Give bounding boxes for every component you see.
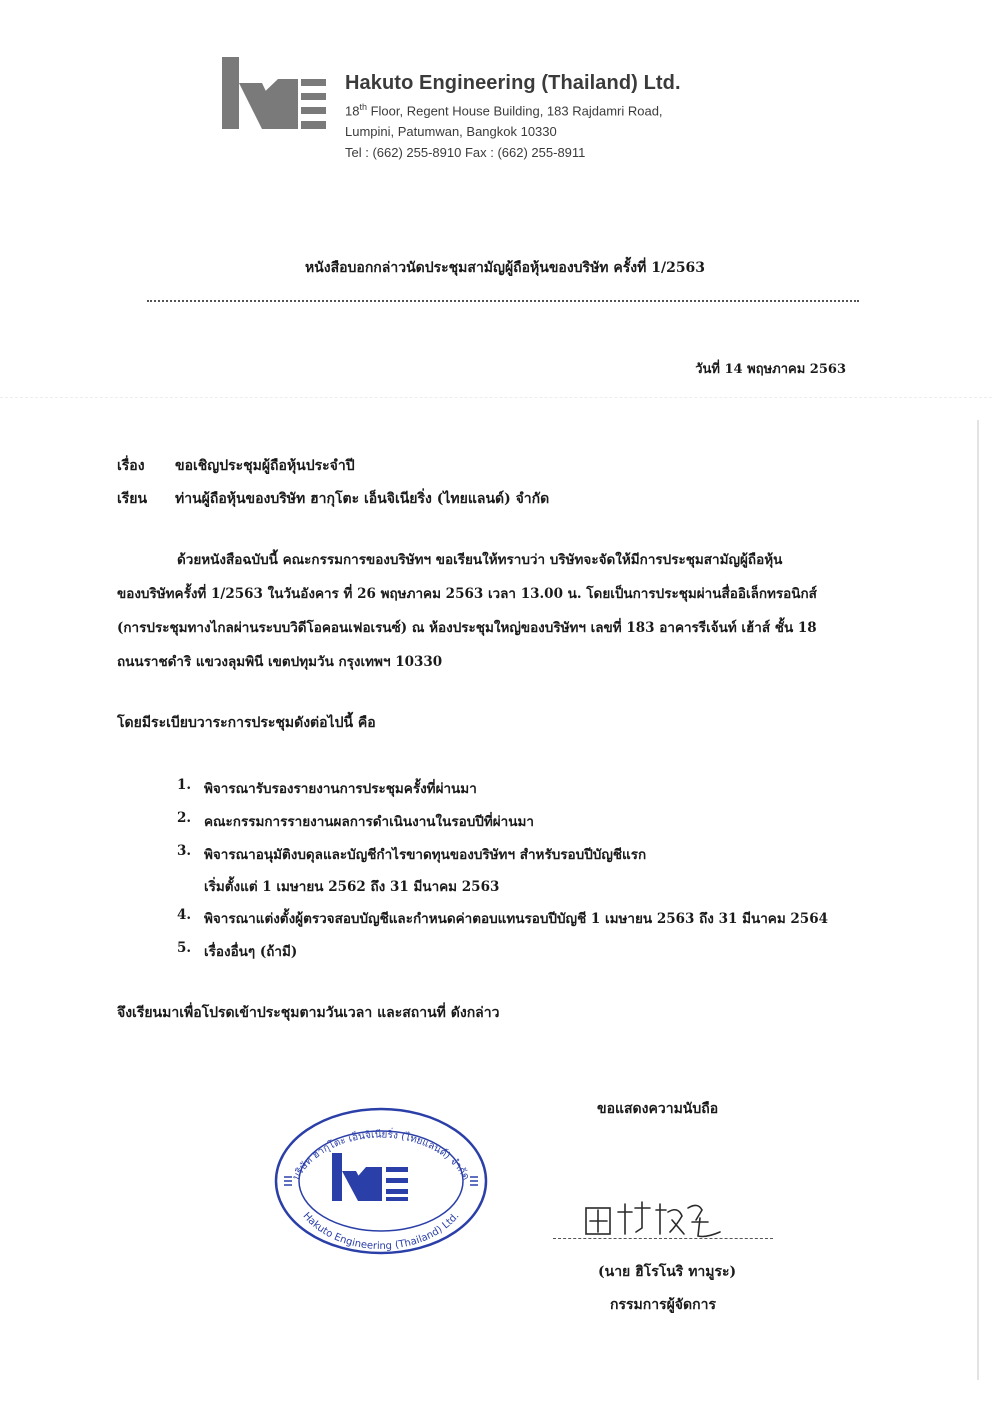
company-logo [222, 57, 326, 129]
body-line: (การประชุมทางไกลผ่านระบบวิดีโอคอนเฟอเรนซ์) ณ ห้องประชุมใหญ่ของบริษัทฯ เลขที่ 183 อาคารรีเจ้นท์ เฮ้าส์ ชั้น 18 [117, 620, 817, 636]
body-paragraph [117, 548, 889, 678]
svg-text:บริษัท ฮากุโตะ เอ็นจิเนียริ่ง: บริษัท ฮากุโตะ เอ็นจิเนียริ่ง (ไทยแลนด์) จำกัด [290, 1129, 472, 1183]
fold-line [0, 397, 992, 398]
regards: ขอแสดงความนับถือ [597, 1101, 719, 1117]
agenda-number: 3. [177, 843, 192, 859]
agenda-item-continuation: เริ่มตั้งแต่ 1 เมษายน 2562 ถึง 31 มีนาคม 2563 [204, 879, 500, 895]
handwritten-signature [580, 1198, 730, 1240]
signature-line [553, 1238, 773, 1239]
contact-line: Tel : (662) 255-8910 Fax : (662) 255-8911 [345, 145, 586, 160]
agenda-number: 4. [177, 907, 192, 923]
agenda-item: พิจารณารับรองรายงานการประชุมครั้งที่ผ่านมา [204, 781, 477, 797]
agenda-item: คณะกรรมการรายงานผลการดำเนินงานในรอบปีที่ผ่านมา [204, 814, 534, 830]
dotted-divider [147, 300, 859, 302]
scan-edge [977, 420, 979, 1380]
address-line-1: 18th Floor, Regent House Building, 183 Rajdamri Road, [345, 102, 663, 119]
recipient-text: ท่านผู้ถือหุ้นของบริษัท ฮากุโตะ เอ็นจิเนียริ่ง (ไทยแลนด์) จำกัด [175, 491, 550, 507]
agenda-number: 5. [177, 940, 192, 956]
svg-text:Hakuto Engineering (Thailand): Hakuto Engineering (Thailand) Ltd. [300, 1210, 462, 1253]
agenda-number: 2. [177, 810, 192, 826]
document-date: วันที่ 14 พฤษภาคม 2563 [695, 362, 846, 377]
subject-text: ขอเชิญประชุมผู้ถือหุ้นประจำปี [175, 458, 355, 474]
recipient-label: เรียน [117, 491, 148, 507]
body-line: ของบริษัทครั้งที่ 1/2563 ในวันอังคาร ที่ 26 พฤษภาคม 2563 เวลา 13.00 น. โดยเป็นการประชุมผ่านสื่ออิเล็กทรอนิกส์ [117, 586, 817, 602]
agenda-number: 1. [177, 777, 192, 793]
agenda-item: พิจารณาอนุมัติงบดุลและบัญชีกำไรขาดทุนของบริษัทฯ สำหรับรอบปีบัญชีแรก [204, 847, 647, 863]
address-line-2: Lumpini, Patumwan, Bangkok 10330 [345, 124, 557, 139]
body-line: ด้วยหนังสือฉบับนี้ คณะกรรมการของบริษัทฯ ขอเรียนให้ทราบว่า บริษัทจะจัดให้มีการประชุมสามัญผู้ถือหุ้น [177, 552, 783, 568]
signer-position: กรรมการผู้จัดการ [610, 1297, 716, 1313]
closing-sentence: จึงเรียนมาเพื่อโปรดเข้าประชุมตามวันเวลา และสถานที่ ดังกล่าว [117, 1005, 500, 1021]
subject-label: เรื่อง [117, 458, 145, 474]
document-title: หนังสือบอกกล่าวนัดประชุมสามัญผู้ถือหุ้นของบริษัท ครั้งที่ 1/2563 [304, 260, 706, 276]
company-name: Hakuto Engineering (Thailand) Ltd. [345, 72, 681, 94]
agenda-item: เรื่องอื่นๆ (ถ้ามี) [204, 944, 298, 960]
signer-name: (นาย ฮิโรโนริ ทามูระ) [598, 1264, 737, 1280]
agenda-item: พิจารณาแต่งตั้งผู้ตรวจสอบบัญชีและกำหนดค่าตอบแทนรอบปีบัญชี 1 เมษายน 2563 ถึง 31 มีนาคม 2564 [204, 911, 828, 927]
company-seal-stamp [272, 1105, 490, 1257]
agenda-intro: โดยมีระเบียบวาระการประชุมดังต่อไปนี้ คือ [117, 715, 376, 731]
body-line: ถนนราชดำริ แขวงลุมพินี เขตปทุมวัน กรุงเทพฯ 10330 [117, 654, 443, 670]
